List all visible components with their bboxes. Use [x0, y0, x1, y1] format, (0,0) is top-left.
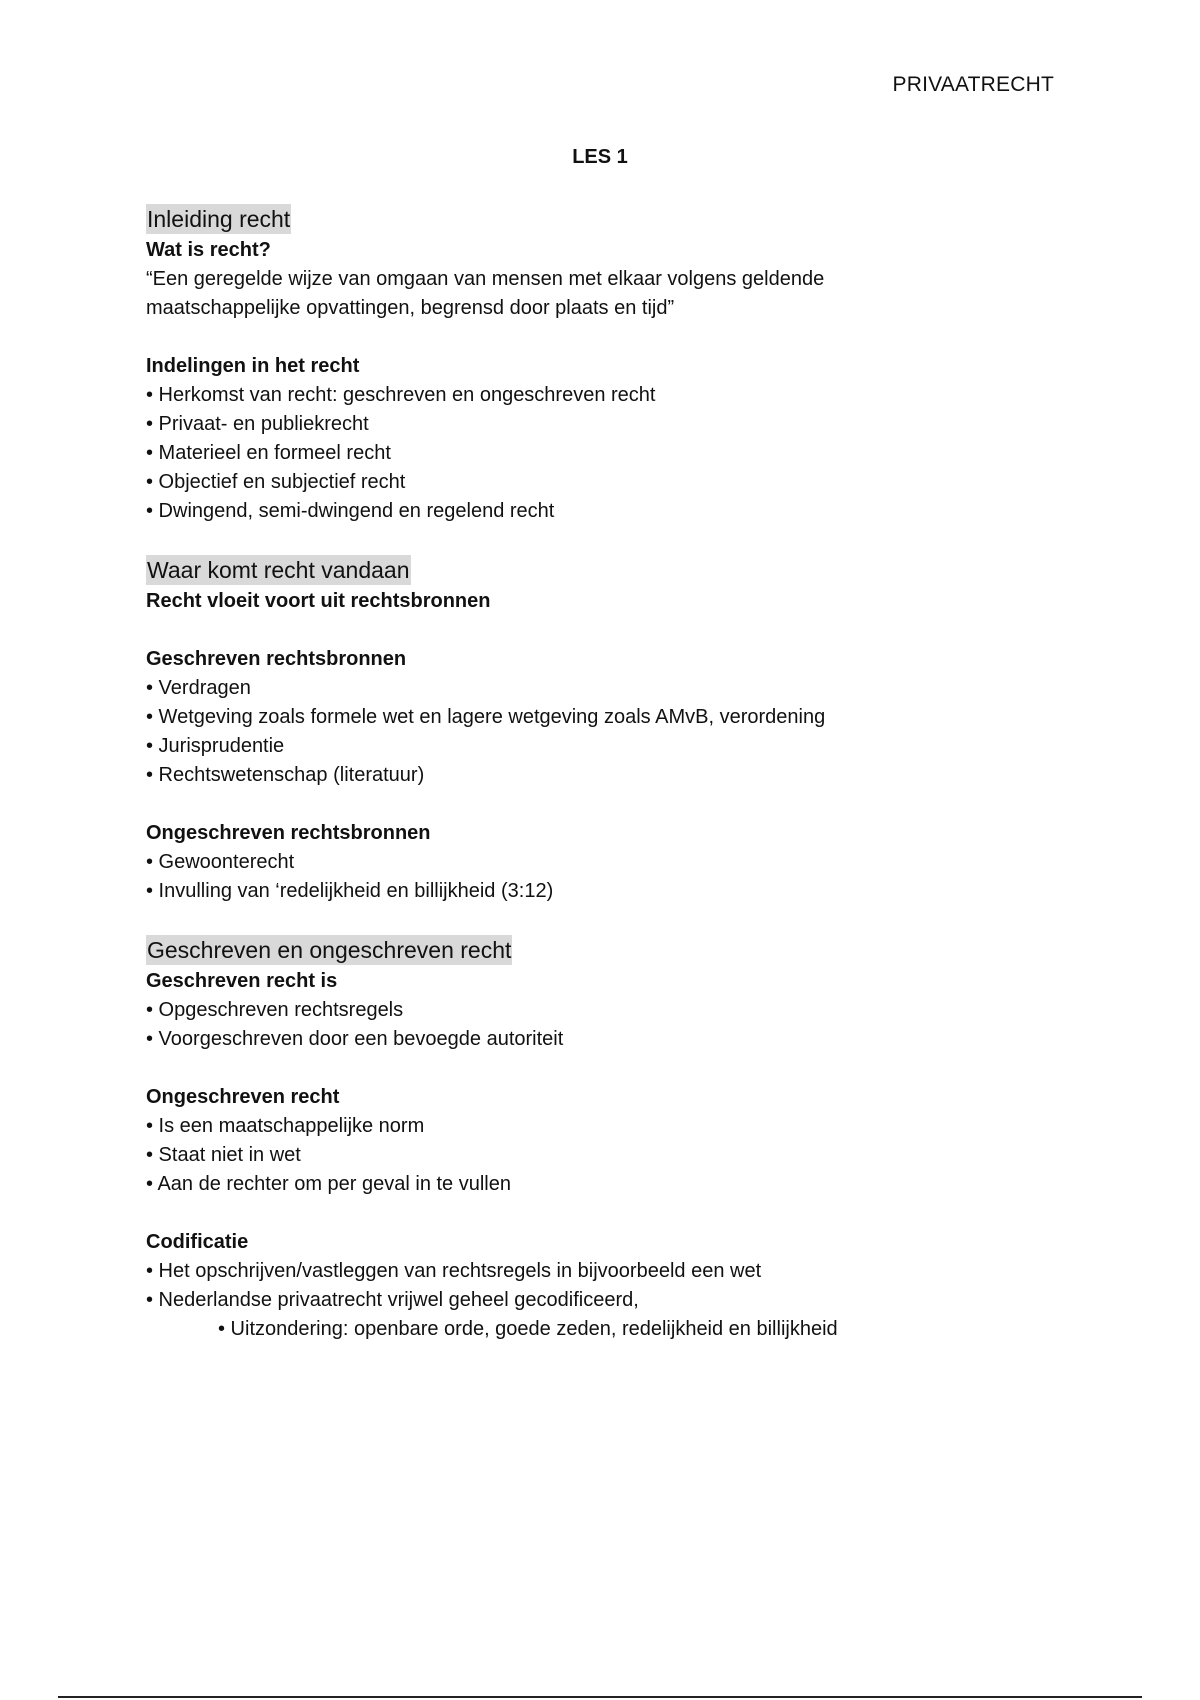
- subheading-geschreven-recht-is: Geschreven recht is: [146, 970, 338, 992]
- document-body: [146, 204, 1086, 1344]
- list-item: • Privaat- en publiekrecht: [146, 413, 369, 435]
- section-heading-herkomst: Waar komt recht vandaan: [147, 557, 410, 583]
- list-item: • Herkomst van recht: geschreven en ongeschreven recht: [146, 384, 656, 406]
- subheading-ongeschreven-rechtsbronnen: Ongeschreven rechtsbronnen: [146, 822, 431, 844]
- list-ongeschreven-recht: [146, 1112, 1086, 1199]
- list-item: • Dwingend, semi-dwingend en regelend recht: [146, 500, 555, 522]
- list-item: • Nederlandse privaatrecht vrijwel geheel gecodificeerd,: [146, 1289, 639, 1311]
- list-item: • Jurisprudentie: [146, 735, 285, 757]
- section-heading-inleiding: Inleiding recht: [147, 206, 291, 232]
- spacer: [146, 616, 1086, 645]
- list-item: • Invulling van ‘redelijkheid en billijkheid (3:12): [146, 880, 554, 902]
- list-item: • Wetgeving zoals formele wet en lagere wetgeving zoals AMvB, verordening: [146, 706, 826, 728]
- list-item: • Opgeschreven rechtsregels: [146, 999, 404, 1021]
- spacer: [146, 526, 1086, 555]
- spacer: [146, 323, 1086, 352]
- subheading-rechtsbronnen: Recht vloeit voort uit rechtsbronnen: [146, 590, 491, 612]
- definition-quote-line-2: maatschappelijke opvattingen, begrensd door plaats en tijd”: [146, 297, 675, 319]
- list-ongeschreven-rechtsbronnen: [146, 848, 1086, 906]
- definition-quote-line-1: “Een geregelde wijze van omgaan van mensen met elkaar volgens geldende: [146, 268, 825, 290]
- subheading-ongeschreven-recht: Ongeschreven recht: [146, 1086, 340, 1108]
- list-item: • Staat niet in wet: [146, 1144, 301, 1166]
- list-item: • Aan de rechter om per geval in te vullen: [146, 1173, 511, 1195]
- list-item: • Rechtswetenschap (literatuur): [146, 764, 425, 786]
- list-item: • Verdragen: [146, 677, 251, 699]
- subheading-wat-is-recht: Wat is recht?: [146, 239, 271, 261]
- list-item-nested: • Uitzondering: openbare orde, goede zeden, redelijkheid en billijkheid: [218, 1318, 838, 1340]
- list-geschreven-recht: [146, 996, 1086, 1054]
- spacer: [146, 790, 1086, 819]
- spacer: [146, 906, 1086, 935]
- document-title: LES 1: [572, 146, 628, 168]
- subheading-geschreven-rechtsbronnen: Geschreven rechtsbronnen: [146, 648, 407, 670]
- list-item: • Is een maatschappelijke norm: [146, 1115, 425, 1137]
- list-item: • Materieel en formeel recht: [146, 442, 391, 464]
- list-item: • Het opschrijven/vastleggen van rechtsregels in bijvoorbeeld een wet: [146, 1260, 762, 1282]
- spacer: [146, 1199, 1086, 1228]
- section-heading-geschreven-ongeschreven: Geschreven en ongeschreven recht: [147, 937, 512, 963]
- list-geschreven-rechtsbronnen: [146, 674, 1086, 790]
- list-item: • Objectief en subjectief recht: [146, 471, 406, 493]
- list-item: • Gewoonterecht: [146, 851, 295, 873]
- subheading-codificatie: Codificatie: [146, 1231, 249, 1253]
- subheading-indelingen: Indelingen in het recht: [146, 355, 360, 377]
- spacer: [146, 1054, 1086, 1083]
- list-codificatie: [146, 1257, 1086, 1344]
- page-header-course: PRIVAATRECHT: [892, 73, 1054, 96]
- list-indelingen: [146, 381, 1086, 526]
- list-item: • Voorgeschreven door een bevoegde autoriteit: [146, 1028, 564, 1050]
- footer-divider: [58, 1696, 1142, 1698]
